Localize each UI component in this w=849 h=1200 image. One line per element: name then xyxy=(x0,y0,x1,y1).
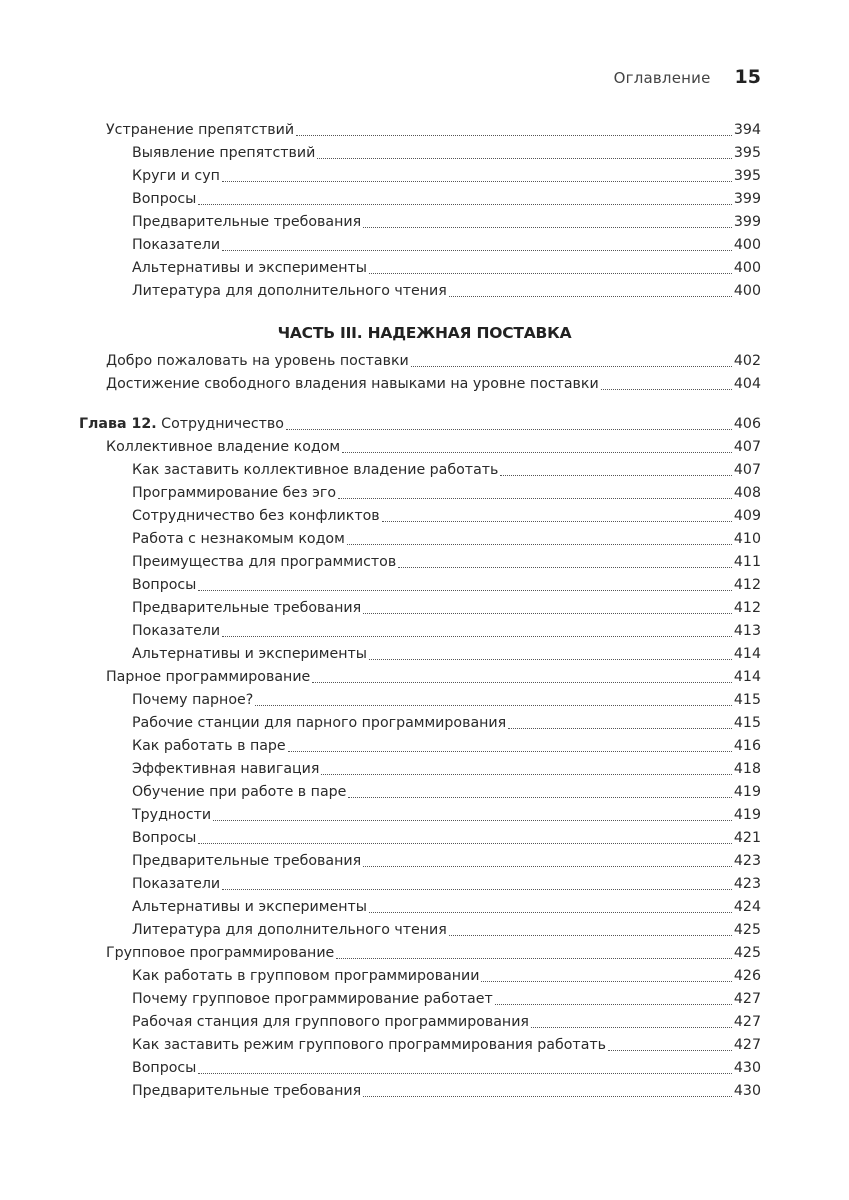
dot-leader xyxy=(369,659,732,660)
toc-entry[interactable] xyxy=(0,597,849,620)
toc-entry-label: Групповое программирование xyxy=(106,945,335,961)
toc-entry-page: 408 xyxy=(733,485,761,501)
toc-entry-page: 395 xyxy=(733,168,761,184)
dot-leader xyxy=(338,498,732,499)
dot-leader xyxy=(369,273,732,274)
toc-entry[interactable] xyxy=(0,165,849,188)
toc-entry-page: 427 xyxy=(733,1014,761,1030)
dot-leader xyxy=(382,521,732,522)
toc-entry[interactable] xyxy=(0,781,849,804)
dot-leader xyxy=(449,296,732,297)
toc-entry-label: Предварительные требования xyxy=(132,1083,362,1099)
toc-entry-page: 427 xyxy=(733,991,761,1007)
dot-leader xyxy=(222,181,732,182)
toc-entry[interactable] xyxy=(0,850,849,873)
toc-entry-label: Преимущества для программистов xyxy=(132,554,397,570)
toc-entry-page: 414 xyxy=(733,669,761,685)
toc-entry[interactable] xyxy=(0,482,849,505)
toc-entry-label: Показатели xyxy=(132,623,221,639)
toc-entry-page: 409 xyxy=(733,508,761,524)
toc-entry[interactable] xyxy=(0,666,849,689)
toc-entry-page: 395 xyxy=(733,145,761,161)
dot-leader xyxy=(398,567,732,568)
toc-entry-page: 430 xyxy=(733,1083,761,1099)
toc-entry-label: Литература для дополнительного чтения xyxy=(132,283,447,299)
dot-leader xyxy=(222,889,732,890)
dot-leader xyxy=(342,452,732,453)
toc-entry[interactable] xyxy=(0,350,849,373)
toc-entry[interactable] xyxy=(0,1057,849,1080)
dot-leader xyxy=(312,682,732,683)
running-header xyxy=(614,66,761,88)
toc-entry-label: Предварительные требования xyxy=(132,600,362,616)
part-heading: ЧАСТЬ III. НАДЕЖНАЯ ПОСТАВКА xyxy=(277,324,572,342)
dot-leader xyxy=(222,636,732,637)
toc-entry-page: 412 xyxy=(733,600,761,616)
dot-leader xyxy=(608,1050,732,1051)
toc-entry-label: Показатели xyxy=(132,876,221,892)
dot-leader xyxy=(317,158,732,159)
toc-entry[interactable] xyxy=(0,620,849,643)
toc-entry-page: 421 xyxy=(733,830,761,846)
toc-entry-page: 424 xyxy=(733,899,761,915)
toc-entry-page: 416 xyxy=(733,738,761,754)
toc-entry-page: 410 xyxy=(733,531,761,547)
toc-entry-page: 415 xyxy=(733,715,761,731)
toc-entry[interactable] xyxy=(0,873,849,896)
dot-leader xyxy=(286,429,732,430)
toc-entry[interactable] xyxy=(0,436,849,459)
dot-leader xyxy=(255,705,732,706)
toc-entry-label: Трудности xyxy=(132,807,212,823)
toc-entry-label: Альтернативы и эксперименты xyxy=(132,899,367,915)
toc-entry-label: Почему групповое программирование работает xyxy=(132,991,493,1007)
toc-entry-page: 423 xyxy=(733,876,761,892)
dot-leader xyxy=(198,204,732,205)
dot-leader xyxy=(321,774,731,775)
toc-entry-label: Как заставить коллективное владение работать xyxy=(132,462,499,478)
toc-entry[interactable] xyxy=(0,1080,849,1103)
dot-leader xyxy=(336,958,732,959)
dot-leader xyxy=(508,728,732,729)
toc-entry-label: Вопросы xyxy=(132,191,197,207)
toc-entry-label: Альтернативы и эксперименты xyxy=(132,260,367,276)
running-header-title: Оглавление xyxy=(613,69,711,87)
toc-entry[interactable] xyxy=(0,505,849,528)
toc-entry-page: 394 xyxy=(733,122,761,138)
toc-entry-page: 404 xyxy=(733,376,761,392)
toc-entry[interactable] xyxy=(0,896,849,919)
toc-part-entries xyxy=(0,350,849,396)
dot-leader xyxy=(363,1096,732,1097)
dot-leader xyxy=(369,912,732,913)
toc-entry-label: Выявление препятствий xyxy=(132,145,316,161)
toc-entry[interactable] xyxy=(0,804,849,827)
toc-entry[interactable] xyxy=(0,1011,849,1034)
toc-entry-label: Литература для дополнительного чтения xyxy=(132,922,447,938)
dot-leader xyxy=(363,613,732,614)
chapter-prefix: Глава 12. xyxy=(79,416,157,432)
toc-entry-label: Вопросы xyxy=(132,1060,197,1076)
dot-leader xyxy=(495,1004,732,1005)
toc-entry[interactable] xyxy=(0,689,849,712)
dot-leader xyxy=(198,590,732,591)
dot-leader xyxy=(222,250,732,251)
toc-entry-page: 412 xyxy=(733,577,761,593)
dot-leader xyxy=(363,866,732,867)
dot-leader xyxy=(348,797,732,798)
toc-entry-label: Вопросы xyxy=(132,577,197,593)
toc-entry-label: Устранение препятствий xyxy=(106,122,295,138)
toc-entry-label xyxy=(79,413,286,436)
dot-leader xyxy=(347,544,732,545)
toc-entry-page: 414 xyxy=(733,646,761,662)
toc-entry[interactable] xyxy=(0,528,849,551)
toc-entry-page: 419 xyxy=(733,784,761,800)
toc-entry-label: Коллективное владение кодом xyxy=(106,439,341,455)
toc-entry[interactable] xyxy=(0,919,849,942)
toc-entry-label: Вопросы xyxy=(132,830,197,846)
toc-entry[interactable] xyxy=(0,965,849,988)
dot-leader xyxy=(363,227,732,228)
toc-entry-label: Парное программирование xyxy=(106,669,311,685)
toc-entry-page: 413 xyxy=(733,623,761,639)
dot-leader xyxy=(198,843,732,844)
toc-entry[interactable] xyxy=(0,643,849,666)
toc-entry[interactable] xyxy=(0,119,849,142)
toc-entry-page: 407 xyxy=(733,462,761,478)
toc-entry[interactable] xyxy=(0,988,849,1011)
toc-entry-page: 427 xyxy=(733,1037,761,1053)
chapter-title: Сотрудничество xyxy=(161,416,284,432)
toc-entry[interactable] xyxy=(0,827,849,850)
toc-entry[interactable] xyxy=(0,188,849,211)
toc-entry-label: Предварительные требования xyxy=(132,853,362,869)
toc-entry[interactable] xyxy=(0,551,849,574)
toc-entry-page: 402 xyxy=(733,353,761,369)
toc-entry[interactable] xyxy=(0,257,849,280)
toc-entry-label: Альтернативы и эксперименты xyxy=(132,646,367,662)
toc-entry-page: 418 xyxy=(733,761,761,777)
toc-entry-page: 406 xyxy=(733,416,761,432)
toc-entry-page: 423 xyxy=(733,853,761,869)
page-number: 15 xyxy=(734,66,761,88)
dot-leader xyxy=(288,751,732,752)
dot-leader xyxy=(500,475,732,476)
toc-entry-page: 411 xyxy=(733,554,761,570)
table-of-contents xyxy=(0,119,849,1103)
dot-leader xyxy=(198,1073,732,1074)
toc-entry-page: 415 xyxy=(733,692,761,708)
toc-entry-label: Как работать в групповом программировании xyxy=(132,968,480,984)
toc-entry[interactable] xyxy=(0,459,849,482)
toc-entry-page: 430 xyxy=(733,1060,761,1076)
toc-entry[interactable] xyxy=(0,142,849,165)
toc-entry[interactable] xyxy=(0,1034,849,1057)
toc-entry-label: Программирование без эго xyxy=(132,485,337,501)
toc-entry[interactable] xyxy=(0,234,849,257)
toc-entry-label: Показатели xyxy=(132,237,221,253)
toc-entry-page: 426 xyxy=(733,968,761,984)
toc-entry[interactable] xyxy=(0,211,849,234)
toc-entry-label: Эффективная навигация xyxy=(132,761,320,777)
toc-entry-label: Предварительные требования xyxy=(132,214,362,230)
toc-entry-label: Обучение при работе в паре xyxy=(132,784,347,800)
toc-chapter-entry[interactable] xyxy=(0,413,849,436)
toc-entry-page: 400 xyxy=(733,237,761,253)
dot-leader xyxy=(481,981,731,982)
toc-entry-label: Как заставить режим группового программирования работать xyxy=(132,1037,607,1053)
toc-entry-label: Рабочая станция для группового программирования xyxy=(132,1014,529,1030)
dot-leader xyxy=(411,366,732,367)
toc-entry-label: Достижение свободного владения навыками на уровне поставки xyxy=(106,376,599,392)
dot-leader xyxy=(296,135,732,136)
toc-section-continued xyxy=(0,119,849,303)
toc-entry-label: Рабочие станции для парного программирования xyxy=(132,715,507,731)
toc-entry[interactable] xyxy=(0,735,849,758)
toc-entry-label: Почему парное? xyxy=(132,692,254,708)
toc-entry-page: 399 xyxy=(733,191,761,207)
toc-entry[interactable] xyxy=(0,574,849,597)
toc-entry-label: Работа с незнакомым кодом xyxy=(132,531,345,547)
dot-leader xyxy=(531,1027,732,1028)
toc-entry-page: 407 xyxy=(733,439,761,455)
toc-entry-page: 425 xyxy=(733,922,761,938)
dot-leader xyxy=(213,820,732,821)
toc-entry-page: 399 xyxy=(733,214,761,230)
toc-entry-label: Сотрудничество без конфликтов xyxy=(132,508,380,524)
toc-entry-label: Круги и суп xyxy=(132,168,220,184)
toc-entry[interactable] xyxy=(0,942,849,965)
toc-entry[interactable] xyxy=(0,280,849,303)
toc-entry-label: Добро пожаловать на уровень поставки xyxy=(106,353,409,369)
toc-chapter-entries xyxy=(0,436,849,1103)
toc-entry-label: Как работать в паре xyxy=(132,738,286,754)
toc-entry-page: 400 xyxy=(733,260,761,276)
toc-entry-page: 425 xyxy=(733,945,761,961)
toc-entry[interactable] xyxy=(0,758,849,781)
toc-entry[interactable] xyxy=(0,373,849,396)
toc-entry-page: 400 xyxy=(733,283,761,299)
section-gap xyxy=(0,396,849,413)
dot-leader xyxy=(449,935,732,936)
dot-leader xyxy=(601,389,732,390)
toc-entry[interactable] xyxy=(0,712,849,735)
toc-entry-page: 419 xyxy=(733,807,761,823)
